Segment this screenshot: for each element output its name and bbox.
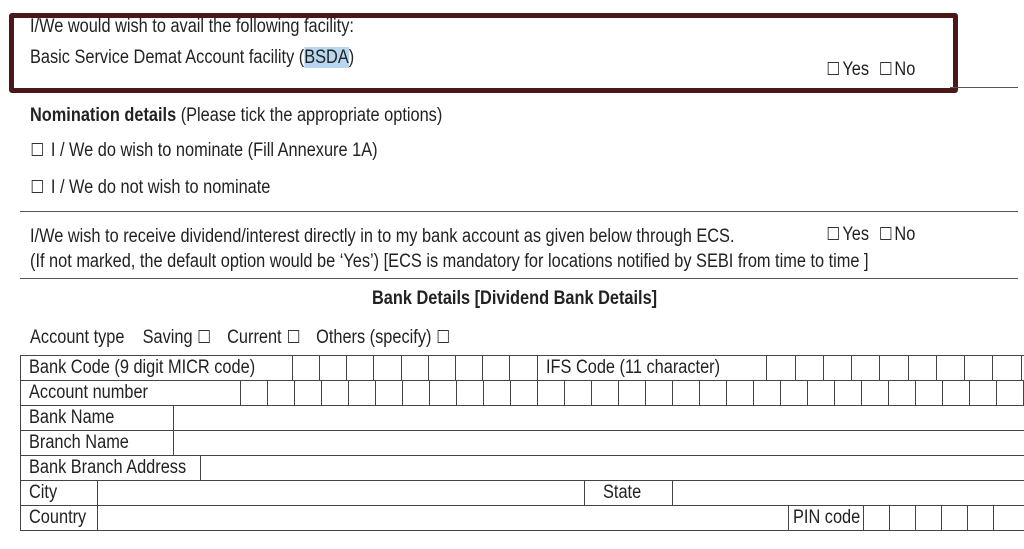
saving-checkbox[interactable] (199, 330, 210, 343)
branch-address-label: Bank Branch Address (21, 456, 201, 480)
account-number-box[interactable] (537, 381, 564, 405)
nominate-no-checkbox[interactable] (32, 180, 43, 193)
ifs-code-box[interactable] (767, 356, 795, 381)
ifs-code-box[interactable] (936, 356, 964, 381)
current-checkbox[interactable] (288, 330, 299, 343)
pin-code-box[interactable] (942, 506, 968, 530)
account-number-box[interactable] (672, 381, 699, 405)
bank-code-box[interactable] (455, 356, 482, 381)
account-number-box[interactable] (969, 381, 996, 405)
account-number-box[interactable] (780, 381, 807, 405)
account-number-box[interactable] (861, 381, 888, 405)
ifs-code-box[interactable] (823, 356, 851, 381)
account-number-box[interactable] (996, 381, 1023, 405)
state-label: State (585, 481, 673, 505)
bsda-no-checkbox[interactable] (880, 62, 891, 75)
country-label: Country (21, 506, 98, 530)
bank-code-box[interactable] (510, 356, 537, 381)
country-field[interactable] (98, 506, 789, 530)
bank-code-box[interactable] (347, 356, 374, 381)
pin-code-box[interactable] (890, 506, 916, 530)
account-number-box[interactable] (591, 381, 618, 405)
account-number-box[interactable] (726, 381, 753, 405)
account-number-box[interactable] (402, 381, 429, 405)
others-checkbox[interactable] (438, 330, 449, 343)
nomination-option-1: I / We do wish to nominate (Fill Annexure 1A) (30, 140, 378, 162)
nomination-heading: Nomination details (Please tick the appropriate options) (30, 105, 443, 126)
bank-details-table (20, 355, 1024, 531)
account-number-box[interactable] (375, 381, 402, 405)
account-number-box[interactable] (807, 381, 834, 405)
account-number-box[interactable] (915, 381, 942, 405)
account-number-box[interactable] (267, 381, 294, 405)
bsda-yes-checkbox[interactable] (828, 62, 839, 75)
bank-code-box[interactable] (374, 356, 401, 381)
account-number-box[interactable] (240, 381, 267, 405)
bank-code-label: Bank Code (9 digit MICR code) (21, 356, 293, 381)
ecs-options: Yes No (826, 224, 915, 246)
ecs-line1: I/We wish to receive dividend/interest directly in to my bank account as given below through ECS. (30, 226, 735, 247)
account-number-box[interactable] (456, 381, 483, 405)
bsda-abbreviation: BSDA (304, 47, 349, 68)
account-number-box[interactable] (753, 381, 780, 405)
account-number-box[interactable] (618, 381, 645, 405)
branch-name-label: Branch Name (21, 431, 174, 455)
bank-code-row (21, 356, 1024, 381)
account-number-box[interactable] (564, 381, 591, 405)
ecs-no-checkbox[interactable] (880, 227, 891, 240)
ifs-code-box[interactable] (880, 356, 908, 381)
bsda-options: Yes No (826, 59, 915, 81)
ifs-code-box[interactable] (852, 356, 880, 381)
bank-code-box[interactable] (428, 356, 455, 381)
account-number-box[interactable] (942, 381, 969, 405)
bsda-line2: Basic Service Demat Account facility (BSDA) (30, 47, 355, 68)
bank-name-field[interactable] (174, 406, 1024, 430)
ifs-code-box[interactable] (795, 356, 823, 381)
account-number-box[interactable] (294, 381, 321, 405)
branch-address-row (21, 456, 1024, 481)
ifs-code-label: IFS Code (11 character) (537, 356, 767, 381)
bsda-line1: I/We would wish to avail the following facility: (30, 16, 354, 37)
account-number-row (21, 381, 1024, 406)
ecs-line2: (If not marked, the default option would be ‘Yes’) [ECS is mandatory for locations notified by SEBI from time to time ] (30, 251, 869, 272)
account-number-box[interactable] (483, 381, 510, 405)
bank-details-heading: Bank Details [Dividend Bank Details] (372, 288, 658, 309)
branch-address-field[interactable] (201, 456, 1024, 480)
bank-code-box[interactable] (401, 356, 428, 381)
pin-code-box[interactable] (916, 506, 942, 530)
account-number-boxes[interactable] (292, 381, 1024, 406)
account-number-box[interactable] (888, 381, 915, 405)
country-row (21, 506, 1024, 531)
nomination-option-2: I / We do not wish to nominate (30, 177, 270, 199)
ifs-code-box[interactable] (993, 356, 1021, 381)
divider-3 (20, 278, 1018, 279)
state-field[interactable] (673, 481, 1024, 505)
account-number-box[interactable] (510, 381, 537, 405)
branch-name-field[interactable] (174, 431, 1024, 455)
ecs-yes-checkbox[interactable] (828, 227, 839, 240)
account-number-box[interactable] (699, 381, 726, 405)
branch-name-row (21, 431, 1024, 456)
account-number-box[interactable] (429, 381, 456, 405)
ifs-code-box[interactable] (908, 356, 936, 381)
city-row (21, 481, 1024, 506)
divider-2 (20, 211, 1018, 212)
bank-code-box[interactable] (292, 356, 319, 381)
bank-name-row (21, 406, 1024, 431)
account-type-row: Account type Saving Current Others (specify) (30, 327, 452, 349)
account-number-box[interactable] (645, 381, 672, 405)
account-number-box[interactable] (348, 381, 375, 405)
pin-code-box[interactable] (968, 506, 994, 530)
pin-code-box[interactable] (864, 506, 890, 530)
account-number-box[interactable] (834, 381, 861, 405)
account-number-label: Account number (21, 381, 293, 406)
nominate-yes-checkbox[interactable] (32, 143, 43, 156)
account-number-box[interactable] (321, 381, 348, 405)
bank-code-box[interactable] (483, 356, 510, 381)
city-label: City (21, 481, 98, 505)
bank-name-label: Bank Name (21, 406, 174, 430)
pin-code-box[interactable] (994, 506, 1024, 530)
city-field[interactable] (98, 481, 585, 505)
bank-code-box[interactable] (320, 356, 347, 381)
ifs-code-box[interactable] (965, 356, 993, 381)
divider-1 (950, 87, 1018, 88)
pin-code-label: PIN code (789, 506, 864, 530)
